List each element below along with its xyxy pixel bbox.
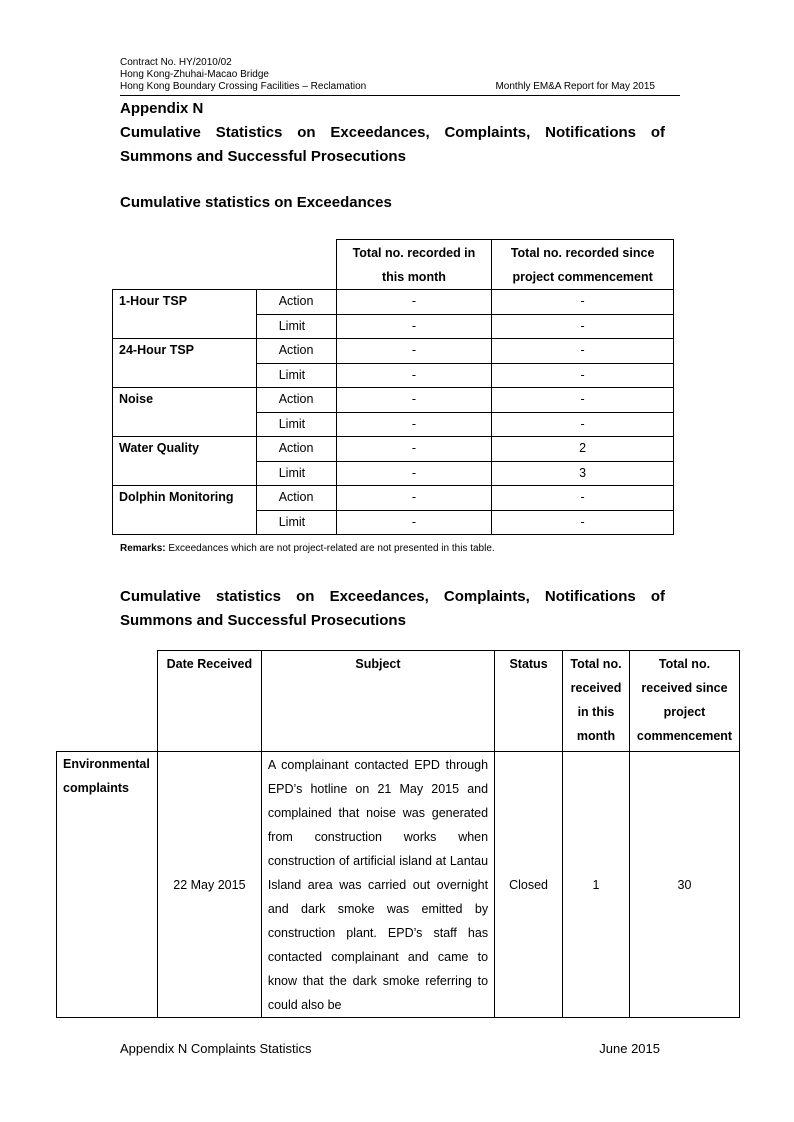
remarks-note [120,543,495,554]
value-cell: - [492,486,674,511]
level-cell: Action [256,486,336,511]
table-row [57,752,740,1018]
exceedances-table [112,239,674,535]
complaints-table [56,650,740,1018]
category-cell: 24-Hour TSP [113,339,257,388]
report-name: Monthly EM&A Report for May 2015 [495,81,655,92]
status-cell: Closed [495,752,563,1018]
value-cell: - [336,437,492,462]
col-header-subject: Subject [261,651,494,752]
col-header-date: Date Received [157,651,261,752]
total-count-cell: 30 [629,752,739,1018]
subject-cell: A complainant contacted EPD through EPD’s hotline on 21 May 2015 and complained that noise was generated from construction works when construction of artificial island at Lantau Island area was carried out overnight and dark smoke was emitted by construction plant. EPD’s staff has contacted complainant and came to know that the dark smoke referring to could also be [261,752,494,1018]
col-header-status: Status [495,651,563,752]
value-cell: - [336,486,492,511]
col-header-total: Total no. received since project commencement [629,651,739,752]
level-cell: Action [256,290,336,315]
value-cell: - [492,363,674,388]
value-cell: 3 [492,461,674,486]
level-cell: Limit [256,412,336,437]
level-cell: Limit [256,314,336,339]
value-cell: 2 [492,437,674,462]
table-row [113,290,674,315]
value-cell: - [336,339,492,364]
table-row [113,339,674,364]
level-cell: Limit [256,461,336,486]
footer-date: June 2015 [599,1041,660,1056]
complaints-heading: Cumulative statistics on Exceedances, Complaints, Notifications of Summons and Successful Prosecutions [120,588,665,629]
value-cell: - [492,510,674,535]
remarks-label: Remarks: [120,543,166,554]
appendix-label: Appendix N [120,100,204,117]
level-cell: Action [256,339,336,364]
col-header-total: Total no. recorded since project commencement [492,240,674,290]
category-cell: Dolphin Monitoring [113,486,257,535]
value-cell: - [336,290,492,315]
value-cell: - [336,363,492,388]
value-cell: - [492,339,674,364]
value-cell: - [492,412,674,437]
category-cell: 1-Hour TSP [113,290,257,339]
table-row [113,486,674,511]
table-row [113,388,674,413]
contract-number: Contract No. HY/2010/02 [120,57,232,68]
header-divider [120,95,680,96]
page-title: Cumulative Statistics on Exceedances, Complaints, Notifications of Summons and Successful Prosecutions [120,124,665,165]
table-row [113,437,674,462]
level-cell: Limit [256,510,336,535]
col-header-month: Total no. recorded in this month [336,240,492,290]
table-header-row [57,651,740,752]
value-cell: - [336,461,492,486]
level-cell: Action [256,437,336,462]
header-blank-cell [57,651,158,752]
category-cell: Environmental complaints [57,752,158,1018]
category-cell: Noise [113,388,257,437]
value-cell: - [492,314,674,339]
value-cell: - [336,388,492,413]
date-cell: 22 May 2015 [157,752,261,1018]
level-cell: Action [256,388,336,413]
value-cell: - [336,412,492,437]
value-cell: - [492,388,674,413]
page-header [120,57,680,93]
col-header-month: Total no. received in this month [563,651,630,752]
value-cell: - [492,290,674,315]
footer-title: Appendix N Complaints Statistics [120,1041,312,1056]
category-cell: Water Quality [113,437,257,486]
exceedances-heading: Cumulative statistics on Exceedances [120,194,392,211]
value-cell: - [336,314,492,339]
remarks-text: Exceedances which are not project-related are not presented in this table. [165,543,495,554]
project-name: Hong Kong-Zhuhai-Macao Bridge [120,69,269,80]
table-header-row [113,240,674,290]
value-cell: - [336,510,492,535]
header-blank-cell [113,240,337,290]
project-subtitle: Hong Kong Boundary Crossing Facilities – Reclamation [120,81,367,92]
level-cell: Limit [256,363,336,388]
month-count-cell: 1 [563,752,630,1018]
page-footer [120,1041,660,1056]
